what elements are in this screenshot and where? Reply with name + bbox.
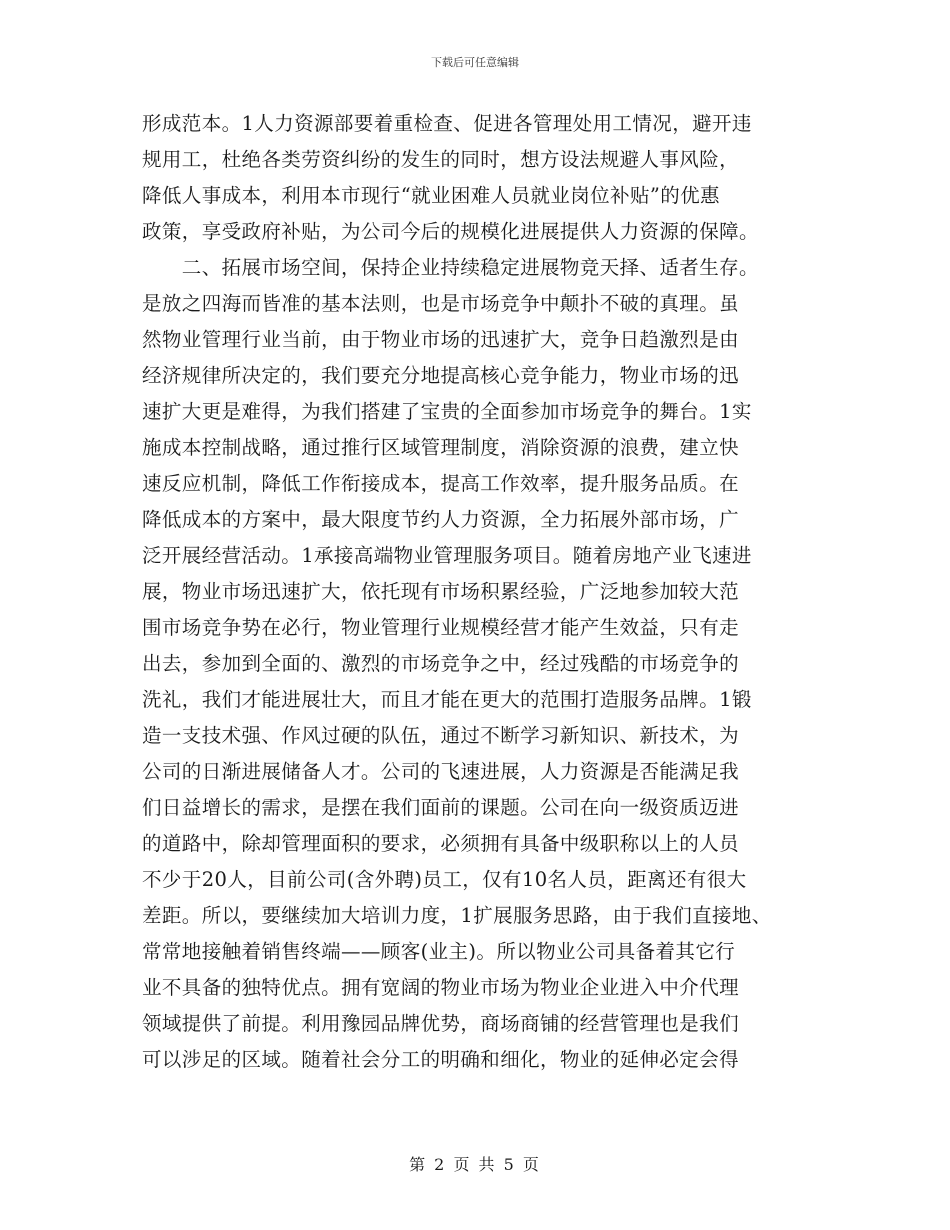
text-line: 泛开展经营活动。1承接高端物业管理服务项目。随着房地产业飞速进 [142,544,752,567]
text-line: 然物业管理行业当前，由于物业市场的迅速扩大，竞争日趋激烈是由 [142,328,740,351]
text-line: 经济规律所决定的，我们要充分地提高核心竞争能力，物业市场的迅 [142,364,740,387]
text-line: 展，物业市场迅速扩大，依托现有市场积累经验，广泛地参加较大范 [142,580,740,603]
document-body [142,106,822,1078]
text-line: 速扩大更是难得，为我们搭建了宝贵的全面参加市场竞争的舞台。1实 [142,400,752,423]
text-line: 们日益增长的需求，是摆在我们面前的课题。公司在向一级资质迈进 [142,796,740,819]
text-line: 速反应机制，降低工作衔接成本，提高工作效率，提升服务品质。在 [142,472,740,495]
text-line: 围市场竞争势在必行，物业管理行业规模经营才能产生效益，只有走 [142,616,740,639]
text-line: 降低人事成本，利用本市现行“就业困难人员就业岗位补贴”的优惠 [142,184,720,207]
text-line: 差距。所以，要继续加大培训力度，1扩展服务思路，由于我们直接地、 [142,904,772,927]
text-line: 政策，享受政府补贴，为公司今后的规模化进展提供人力资源的保障。 [142,220,759,243]
text-line: 不少于20人，目前公司(含外聘)员工，仅有10名人员，距离还有很大 [142,868,747,891]
text-line: 二、拓展市场空间，保持企业持续稳定进展物竞天择、适者生存。 [142,256,759,279]
text-line: 规用工，杜绝各类劳资纠纷的发生的同时，想方设法规避人事风险， [142,148,740,171]
text-line: 公司的日渐进展储备人才。公司的飞速进展，人力资源是否能满足我 [142,760,740,783]
text-line: 形成范本。1人力资源部要着重检查、促进各管理处用工情况，避开违 [142,112,752,135]
text-line: 造一支技术强、作风过硬的队伍，通过不断学习新知识、新技术，为 [142,724,740,747]
text-line: 可以涉足的区域。随着社会分工的明确和细化，物业的延伸必定会得 [142,1048,740,1071]
page-number: 第 2 页 共 5 页 [409,1155,541,1174]
text-line: 降低成本的方案中，最大限度节约人力资源，全力拓展外部市场，广 [142,508,740,531]
text-line: 的道路中，除却管理面积的要求，必须拥有具备中级职称以上的人员 [142,832,740,855]
text-line: 是放之四海而皆准的基本法则，也是市场竞争中颠扑不破的真理。虽 [142,292,740,315]
text-line: 业不具备的独特优点。拥有宽阔的物业市场为物业企业进入中介代理 [142,976,740,999]
text-line: 领域提供了前提。利用豫园品牌优势，商场商铺的经营管理也是我们 [142,1012,740,1035]
text-line: 洗礼，我们才能进展壮大，而且才能在更大的范围打造服务品牌。1锻 [142,688,752,711]
text-line: 常常地接触着销售终端——顾客(业主)。所以物业公司具备着其它行 [142,940,736,963]
text-line: 施成本控制战略，通过推行区域管理制度，消除资源的浪费，建立快 [142,436,740,459]
text-line: 出去，参加到全面的、激烈的市场竞争之中，经过残酷的市场竞争的 [142,652,740,675]
page-header: 下载后可任意编辑 [431,56,519,69]
